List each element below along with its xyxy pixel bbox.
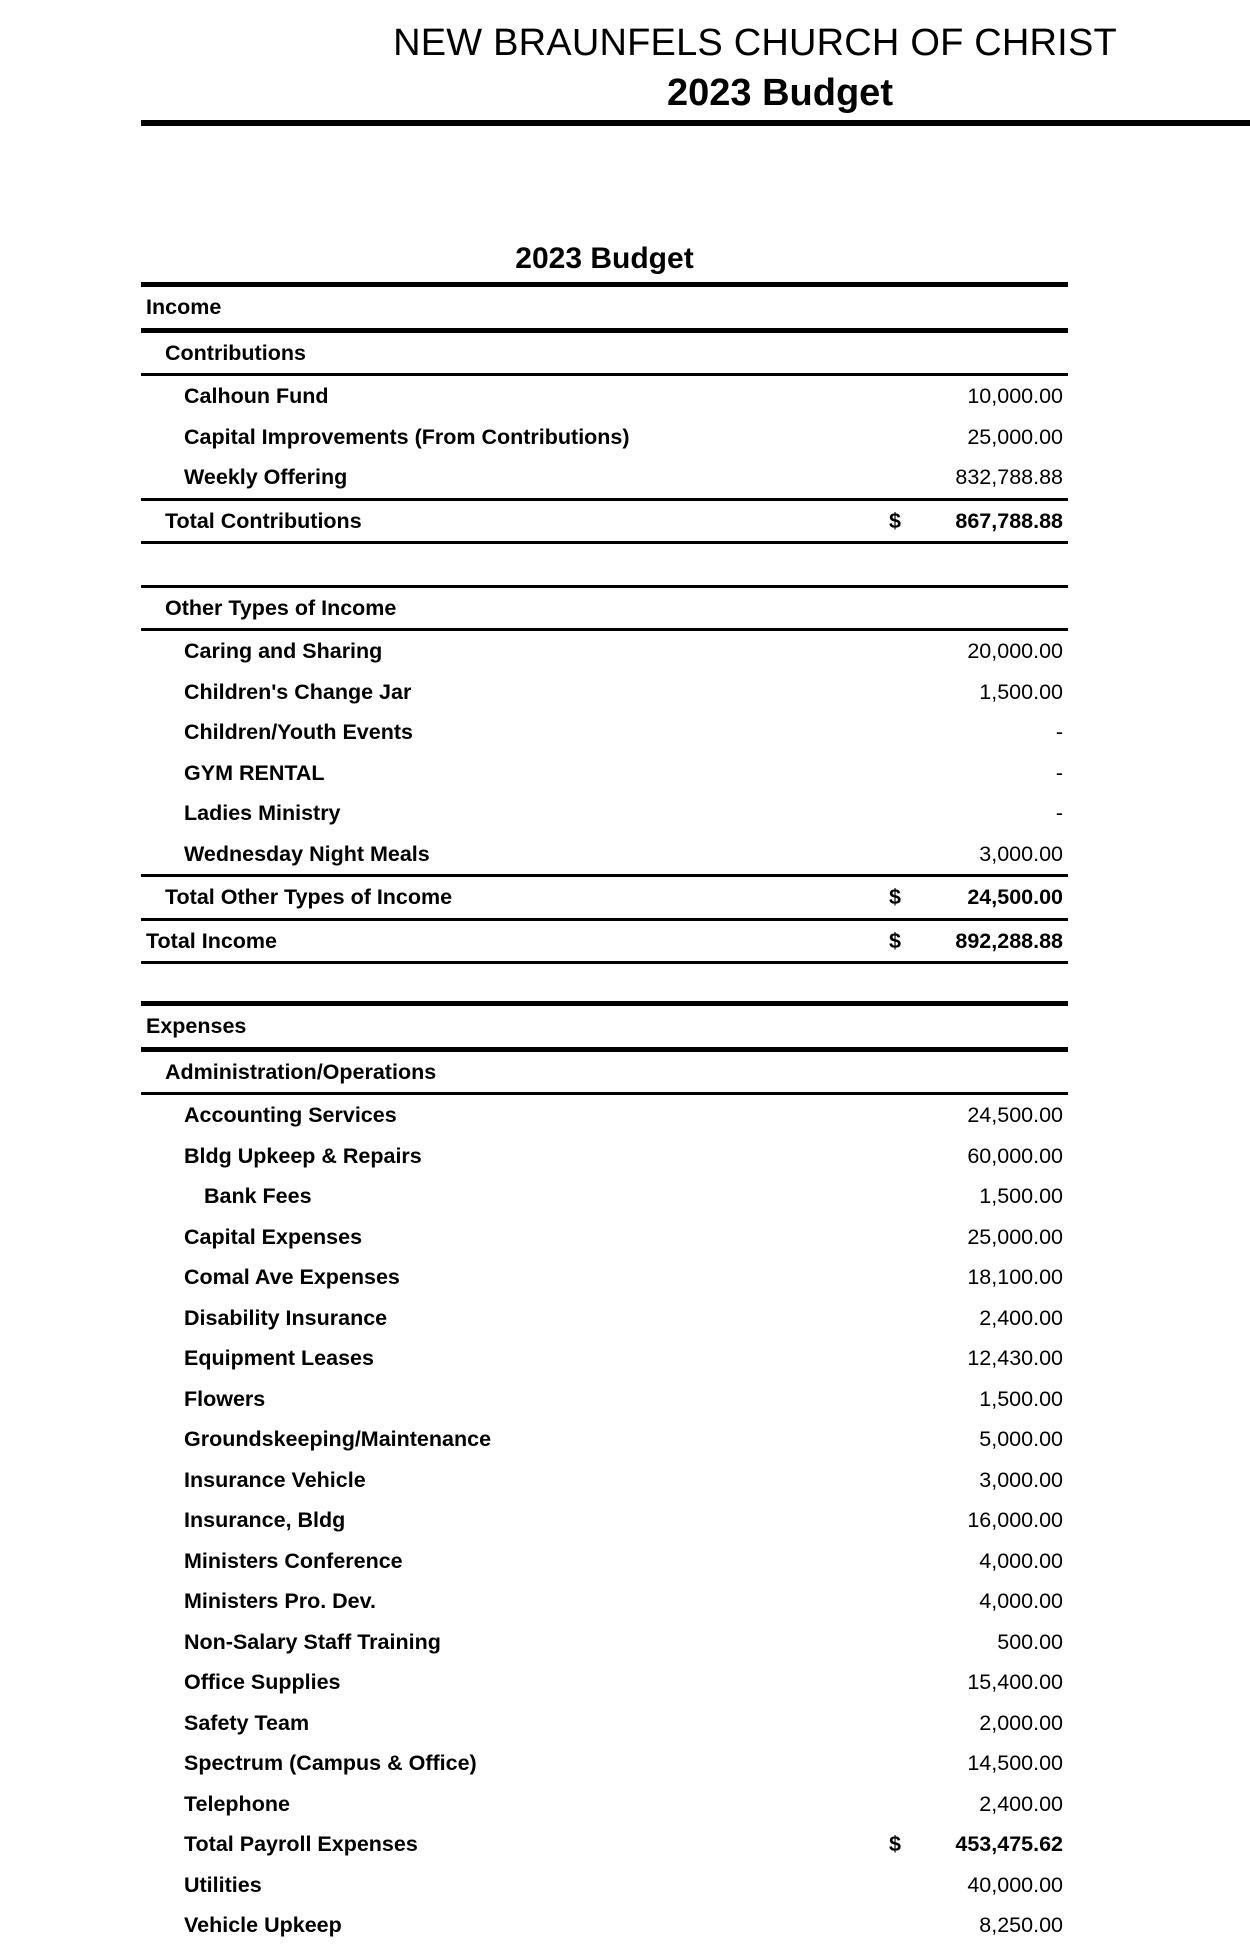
row-label: Capital Expenses [184, 1224, 363, 1249]
table-row [141, 1703, 1068, 1744]
row-amount: 867,788.88 [955, 508, 1063, 533]
table-row [141, 834, 1068, 875]
row-amount: 15,400.00 [967, 1670, 1063, 1694]
row-label: Comal Ave Expenses [184, 1265, 400, 1289]
row-amount: 892,288.88 [955, 928, 1063, 953]
row-amount: 1,500.00 [979, 1184, 1063, 1208]
row-label: Other Types of Income [165, 595, 397, 620]
row-amount: 453,475.62 [955, 1832, 1063, 1856]
row-label: Flowers [184, 1386, 266, 1411]
row-amount: 14,500.00 [967, 1751, 1063, 1775]
row-label: Wednesday Night Meals [184, 841, 430, 866]
row-amount: - [1055, 801, 1063, 825]
table-row [141, 1136, 1068, 1177]
table-row [141, 1905, 1068, 1946]
table-row [141, 753, 1068, 794]
table-row [141, 1662, 1068, 1703]
row-amount: 18,100.00 [967, 1265, 1063, 1289]
row-amount: 3,000.00 [979, 841, 1063, 866]
currency-symbol: $ [889, 1832, 901, 1856]
row-label: Expenses [146, 1014, 247, 1038]
row-amount: 4,000.00 [979, 1548, 1063, 1573]
row-amount: 832,788.88 [955, 465, 1063, 489]
table-row [141, 628, 1068, 672]
row-amount: 24,500.00 [967, 885, 1063, 909]
table-row [141, 1092, 1068, 1136]
total-other-income-row [141, 874, 1068, 918]
row-amount: 25,000.00 [967, 424, 1063, 449]
row-amount: 10,000.00 [967, 384, 1063, 408]
contributions-header [141, 328, 1068, 374]
table-row [141, 1298, 1068, 1339]
row-amount: 2,000.00 [979, 1710, 1063, 1735]
row-amount: - [1055, 760, 1063, 785]
table-row [141, 712, 1068, 753]
row-label: Equipment Leases [184, 1346, 374, 1370]
other-income-header [141, 585, 1068, 629]
row-amount: 24,500.00 [967, 1103, 1063, 1127]
row-amount: 1,500.00 [979, 679, 1063, 704]
currency-symbol: $ [889, 508, 901, 533]
row-label: Weekly Offering [184, 465, 348, 489]
table-row [141, 1419, 1068, 1460]
table-row [141, 417, 1068, 458]
row-amount: 60,000.00 [967, 1143, 1063, 1168]
row-label: Total Income [146, 928, 278, 953]
row-amount: 16,000.00 [967, 1508, 1063, 1532]
budget-table [141, 238, 1068, 1946]
header-rule [141, 120, 1250, 126]
row-label: Spectrum (Campus & Office) [184, 1751, 477, 1775]
row-amount: 2,400.00 [979, 1305, 1063, 1330]
table-row [141, 1176, 1068, 1217]
table-row [141, 672, 1068, 713]
table-row [141, 457, 1068, 498]
row-amount: 5,000.00 [979, 1427, 1063, 1451]
table-row [141, 1338, 1068, 1379]
table-row [141, 1541, 1068, 1582]
row-label: Caring and Sharing [184, 639, 383, 663]
row-label: Insurance, Bldg [184, 1508, 346, 1532]
organization-name: NEW BRAUNFELS CHURCH OF CHRIST [393, 22, 1117, 64]
table-row [141, 1622, 1068, 1663]
row-label: Disability Insurance [184, 1305, 388, 1330]
table-row [141, 1257, 1068, 1298]
row-label: Ministers Pro. Dev. [184, 1589, 376, 1613]
total-income-row [141, 918, 1068, 965]
expenses-section-header [141, 1001, 1068, 1047]
header-subtitle: 2023 Budget [667, 72, 893, 114]
row-label: Office Supplies [184, 1670, 341, 1694]
table-row [141, 1379, 1068, 1420]
row-amount: 3,000.00 [979, 1467, 1063, 1492]
row-label: GYM RENTAL [184, 760, 325, 785]
row-label: Contributions [165, 340, 306, 365]
table-row [141, 793, 1068, 834]
row-label: Telephone [184, 1791, 290, 1816]
table-row [141, 1865, 1068, 1906]
row-label: Insurance Vehicle [184, 1467, 366, 1492]
row-label: Ladies Ministry [184, 801, 341, 825]
row-amount: 25,000.00 [967, 1224, 1063, 1249]
row-amount: 12,430.00 [967, 1346, 1063, 1370]
row-label: Total Payroll Expenses [184, 1832, 418, 1856]
table-row [141, 1217, 1068, 1258]
row-label: Children's Change Jar [184, 679, 412, 704]
row-amount: 40,000.00 [967, 1872, 1063, 1897]
table-row [141, 1460, 1068, 1501]
table-row [141, 1784, 1068, 1825]
spacer [141, 964, 1068, 1001]
row-label: Utilities [184, 1872, 262, 1897]
row-label: Total Contributions [165, 508, 362, 533]
row-label: Non-Salary Staff Training [184, 1629, 441, 1654]
table-row [141, 373, 1068, 417]
currency-symbol: $ [889, 928, 901, 953]
total-payroll-row [141, 1824, 1068, 1865]
row-label: Calhoun Fund [184, 384, 329, 408]
row-label: Safety Team [184, 1710, 310, 1735]
row-label: Groundskeeping/Maintenance [184, 1427, 492, 1451]
row-amount: 2,400.00 [979, 1791, 1063, 1816]
row-label: Accounting Services [184, 1103, 397, 1127]
table-row [141, 1743, 1068, 1784]
spacer [141, 544, 1068, 585]
currency-symbol: $ [889, 885, 901, 909]
administration-header [141, 1047, 1068, 1093]
row-amount: 20,000.00 [967, 639, 1063, 663]
table-row [141, 1500, 1068, 1541]
row-label: Children/Youth Events [184, 720, 413, 744]
row-amount: - [1055, 720, 1063, 744]
row-label: Administration/Operations [165, 1059, 437, 1084]
row-amount: 500.00 [997, 1629, 1063, 1654]
table-row [141, 1581, 1068, 1622]
total-contributions-row [141, 498, 1068, 545]
row-label: Bank Fees [204, 1184, 312, 1208]
row-label: Ministers Conference [184, 1548, 403, 1573]
row-amount: 4,000.00 [979, 1589, 1063, 1613]
row-amount: 8,250.00 [979, 1913, 1063, 1937]
row-label: Bldg Upkeep & Repairs [184, 1143, 422, 1168]
row-label: Vehicle Upkeep [184, 1913, 342, 1937]
row-label: Income [146, 295, 222, 319]
row-label: Capital Improvements (From Contributions) [184, 424, 630, 449]
row-amount: 1,500.00 [979, 1386, 1063, 1411]
table-title: 2023 Budget [515, 242, 694, 275]
income-section-header [141, 282, 1068, 328]
row-label: Total Other Types of Income [165, 885, 453, 909]
